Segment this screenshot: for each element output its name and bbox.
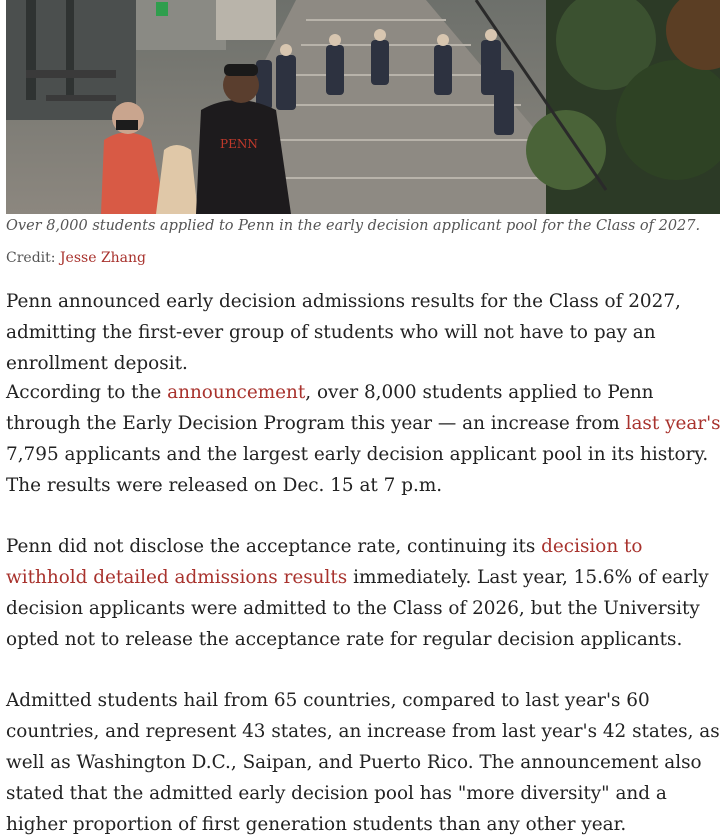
paragraph-2 [6, 377, 722, 501]
paragraph-4 [6, 685, 722, 840]
paragraph-3-text-a: Penn did not disclose the acceptance rate, continuing its [6, 536, 542, 557]
paragraph-1 [6, 286, 722, 379]
paragraph-3 [6, 531, 722, 655]
credit-name-link[interactable]: Jesse Zhang [59, 250, 147, 266]
last-year-link[interactable]: last year's [625, 413, 721, 434]
paragraph-1-text: Penn announced early decision admissions results for the Class of 2027, admitting the first-ever group of students who will not have to pay an enrollment deposit. [6, 291, 681, 374]
paragraph-3-text-b: immediately. Last year, 15.6% of early decision applicants were admitted to the Class of 2026, but the University opted not to release the acceptance rate for regular decision applicants. [6, 567, 709, 650]
photo-caption: Over 8,000 students applied to Penn in the early decision applicant pool for the Class of 2027. [6, 218, 701, 234]
announcement-link[interactable]: announcement [167, 382, 306, 403]
article-photo [6, 0, 720, 214]
withhold-results-link[interactable]: decision to withhold detailed admissions results [6, 536, 643, 588]
photo-credit [6, 248, 720, 268]
paragraph-2-text-b: , over 8,000 students applied to Penn through the Early Decision Program this year — an increase from [6, 382, 654, 434]
paragraph-2-text-c: 7,795 applicants and the largest early decision applicant pool in its history. The results were released on Dec. 15 at 7 p.m. [6, 444, 709, 496]
paragraph-4-text: Admitted students hail from 65 countries, compared to last year's 60 countries, and represent 43 states, an increase from last year's 42 states, as well as Washington D.C., Saipan, and Puerto Rico. The announcement also stated that the admitted early decision pool has "more diversity" and a higher proportion of first generation students than any other year. [6, 690, 720, 835]
credit-label: Credit: [6, 250, 56, 266]
sweatshirt-text: PENN [220, 137, 258, 151]
campus-walkway-photo [6, 0, 720, 214]
paragraph-2-text-a: According to the [6, 382, 168, 403]
